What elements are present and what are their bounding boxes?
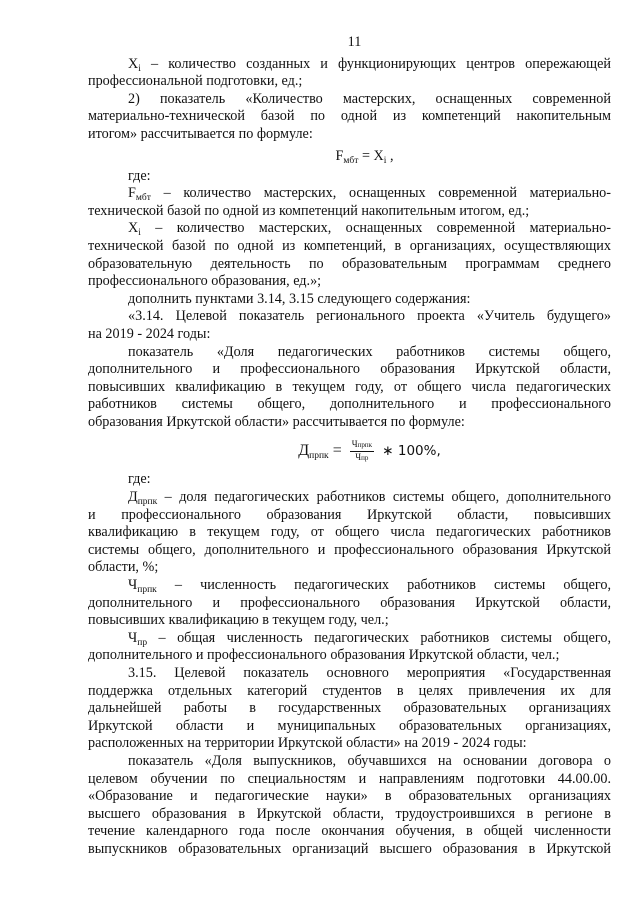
paragraph-line: Иркутской области и муниципальных образовательных организациях, bbox=[88, 717, 611, 734]
paragraph-line: где: bbox=[128, 471, 151, 488]
paragraph-line: системы общего, дополнительного и профессионального образования Иркутской bbox=[88, 541, 611, 558]
paragraph-line: профессиональной подготовки, ед.; bbox=[88, 73, 303, 90]
paragraph-line: «3.14. Целевой показатель регионального проекта «Учитель будущего» bbox=[128, 308, 611, 325]
paragraph-line: квалификацию в текущем году, от общего числа педагогических работников bbox=[88, 524, 611, 541]
paragraph-line: дополнительного и профессионального образования Иркутской области, bbox=[88, 361, 611, 378]
paragraph-line: течение календарного года после окончания обучения, в общей численности bbox=[88, 823, 611, 840]
paragraph-line: 2) показатель «Количество мастерских, оснащенных современной bbox=[128, 90, 611, 107]
paragraph-line: $F_{мбт}$ – количество мастерских, оснащенных современной материально- bbox=[128, 185, 611, 203]
fraction: $\frac{\text{Чпрпк}}{\text{Чпр}}$ bbox=[351, 438, 372, 462]
paragraph-line: $X_i$ – количество мастерских, оснащенных современной материально- bbox=[128, 220, 611, 238]
paragraph-line: $Ч_{пр}$ – общая численность педагогических работников системы общего, bbox=[128, 629, 611, 648]
paragraph-line: профессионального образования, ед.»; bbox=[88, 273, 322, 290]
paragraph-line: расположенных на территории Иркутской области» на 2019 - 2024 годы: bbox=[88, 735, 527, 752]
paragraph-line: $X_i$ – количество созданных и функционирующих центров опережающей bbox=[128, 55, 611, 74]
paragraph-line: высшего образования в Иркутской области, трудоустроившихся в регионе в bbox=[88, 805, 611, 822]
paragraph-line: материально-технической базой по одной из компетенций накопительным bbox=[88, 108, 611, 125]
paragraph-line: образования Иркутской области» рассчитывается по формуле: bbox=[88, 413, 465, 430]
paragraph-line: дополнительного и профессионального образования Иркутской области, bbox=[88, 594, 611, 611]
paragraph-line: повысивших квалификацию в текущем году, от общего числа педагогических bbox=[88, 378, 611, 395]
paragraph-line: повысивших квалификацию в текущем году, чел.; bbox=[88, 612, 389, 629]
paragraph-line: выпускников образовательных организаций высшего образования в Иркутской bbox=[88, 840, 611, 857]
paragraph-line: дополнительного и профессионального образования Иркутской области, чел.; bbox=[88, 647, 560, 664]
formula-dprpk: $Д_{прпк}$ = $\frac{\text{Чпрпк}}{\text{Чпр}}$ ∗ 100%, bbox=[298, 438, 441, 462]
paragraph-line: дополнить пунктами 3.14, 3.15 следующего содержания: bbox=[128, 290, 471, 307]
paragraph-line: образовательную деятельность по образовательным программам среднего bbox=[88, 255, 611, 272]
paragraph-line: итогом» рассчитывается по формуле: bbox=[88, 125, 313, 142]
paragraph-line: 3.15. Целевой показатель основного мероприятия «Государственная bbox=[128, 665, 611, 681]
document-page bbox=[88, 34, 611, 859]
paragraph-line: и профессионального образования Иркутской области, повысивших bbox=[88, 506, 611, 523]
paragraph-line: $Д_{прпк}$ – доля педагогических работников системы общего, дополнительного bbox=[128, 489, 611, 507]
paragraph-line: где: bbox=[128, 167, 151, 184]
paragraph-line: $Ч_{прпк}$ – численность педагогических работников системы общего, bbox=[128, 577, 611, 595]
paragraph-line: поддержка отдельных категорий студентов в целях привлечения их для bbox=[88, 682, 611, 699]
paragraph-line: технической базой по одной из компетенций, в организациях, осуществляющих bbox=[88, 237, 611, 254]
formula-fmbt: $F_{мбт} = X_i$ , bbox=[335, 147, 394, 166]
paragraph-line: целевом обучении по специальностям и направлениям подготовки 44.00.00. bbox=[88, 770, 611, 787]
paragraph-line: показатель «Доля педагогических работников системы общего, bbox=[128, 343, 611, 360]
paragraph-line: показатель «Доля выпускников, обучавшихся на основании договора о bbox=[128, 752, 611, 769]
page-number: 11 bbox=[347, 34, 362, 50]
paragraph-line: работников системы общего, дополнительного и профессионального bbox=[88, 396, 611, 413]
paragraph-line: на 2019 - 2024 годы: bbox=[88, 325, 211, 342]
paragraph-line: дальнейшей работы в государственных образовательных организациях bbox=[88, 700, 611, 717]
paragraph-line: области, %; bbox=[88, 559, 159, 576]
paragraph-line: технической базой по одной из компетенций накопительным итогом, ед.; bbox=[88, 202, 530, 219]
paragraph-line: «Образование и педагогические науки» в образовательных организациях bbox=[88, 788, 611, 805]
